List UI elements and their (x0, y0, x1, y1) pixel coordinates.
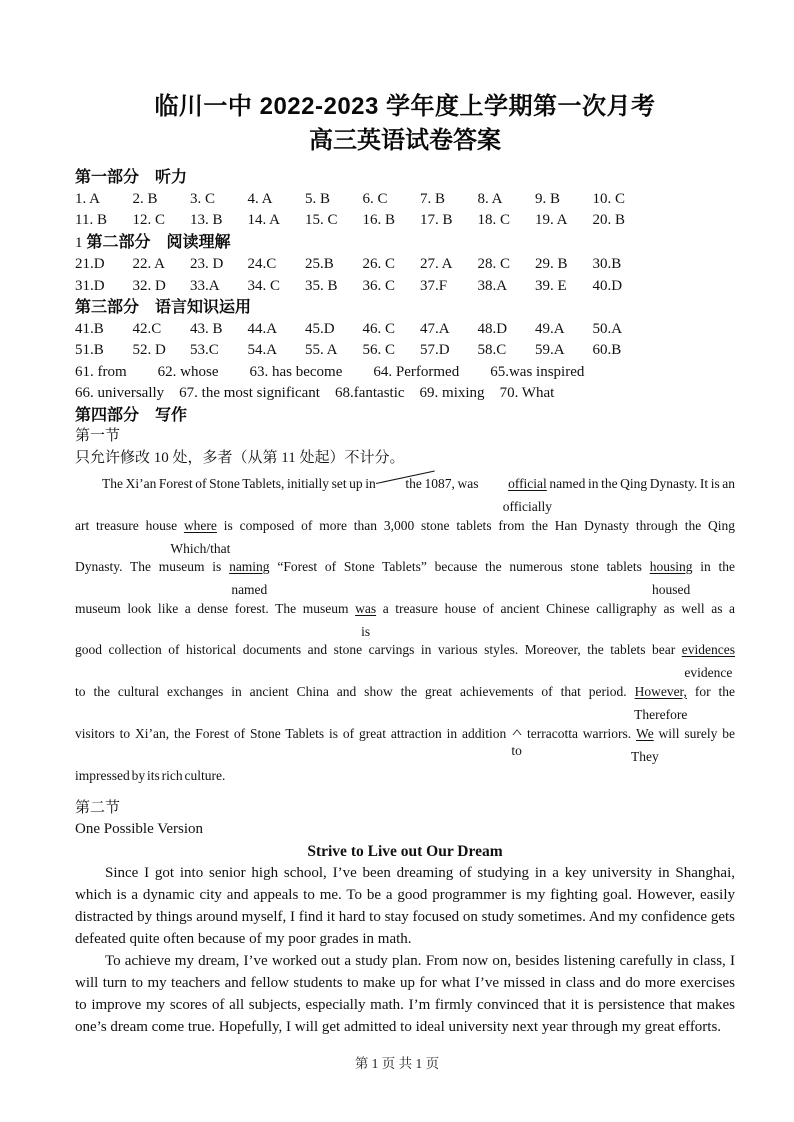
passage-line: impressed by its rich culture. (75, 767, 226, 783)
answer-item: 16. B (362, 212, 396, 228)
answer-item: 27. A (420, 256, 453, 272)
section2-label: 第二节 (75, 799, 121, 816)
section1-label: 第一节 (75, 428, 121, 444)
answer-item: 34. C (247, 277, 281, 294)
answer-item: 37.F (420, 277, 448, 294)
answer-item: 51.B (75, 342, 104, 358)
answer-item: 19. A (535, 212, 568, 228)
answer-item: 48.D (477, 320, 508, 337)
error-word: housing housed (650, 556, 693, 577)
answer-item: 52. D (132, 342, 166, 358)
answer-item: 70. What (499, 385, 555, 401)
answer-item: 60.B (592, 342, 622, 358)
answer-item: 38.A (477, 277, 508, 294)
answer-item: 7. B (420, 190, 446, 207)
answer-item: 1. A (75, 190, 101, 207)
answer-item: 11. B (75, 212, 107, 228)
passage-line: The Xi’an Forest of Stone Tablets, initially set up in the 1087, was official officially named in the Qing Dynasty. It is an (75, 473, 735, 494)
passage-line: Dynasty. The museum is naming named “Forest of Stone Tablets” because the numerous stone tablets housing housed in the (75, 556, 735, 577)
passage-line: good collection of historical documents and stone carvings in various styles. Moreover, the tablets bear evidences evidence (75, 639, 735, 660)
possible-version-label: One Possible Version (75, 821, 204, 837)
part2-answer-grid (75, 254, 735, 297)
answer-item: 68.fantastic (334, 385, 405, 401)
answer-item: 35. B (305, 277, 338, 294)
error-word: evidences evidence (682, 639, 735, 660)
answer-row (75, 383, 735, 405)
correction-word: They (630, 749, 659, 764)
answer-item: 21.D (75, 256, 105, 272)
answer-item: 2. B (132, 190, 158, 207)
answer-item: 61. from (75, 363, 127, 380)
answer-item: 58.C (477, 342, 507, 358)
answer-item: 3. C (190, 190, 216, 207)
answer-item: 66. universally (75, 385, 165, 401)
answer-item: 8. A (477, 190, 503, 207)
answer-item: 23. D (190, 256, 224, 272)
correction-word: housed (651, 582, 691, 597)
answer-item: 15. C (305, 212, 338, 228)
answer-item: 64. Performed (373, 363, 460, 380)
correction-rule-note: 只允许修改 10 处，多者（从第 11 处起）不计分。 (75, 449, 405, 466)
part2-header-text: 第二部分 阅读理解 (86, 233, 231, 251)
essay-title: Strive to Live out Our Dream (307, 842, 503, 860)
answer-item: 31.D (75, 277, 105, 294)
answer-item: 22. A (132, 256, 166, 272)
answer-item: 57.D (420, 342, 450, 358)
answer-item: 24.C (247, 256, 277, 272)
answer-item: 59.A (535, 342, 565, 358)
answer-row (75, 340, 735, 362)
exam-title-line2: 高三英语试卷答案 (309, 127, 501, 154)
error-correction-passage (75, 473, 735, 786)
answer-item: 25.B (305, 256, 334, 272)
passage-line: visitors to Xi’an, the Forest of Stone Tablets is of great attraction in addition ^ to terracotta warriors. We They will surely be (75, 722, 735, 744)
essay-paragraph-2: To achieve my dream, I’ve worked out a study plan. From now on, besides listening carefully in class, I will turn to my teachers and fellow students to make up for what I’ve missed in class and do more exercises to improve my scores of all subjects, especially math. I’m firmly convinced that it is persistence that makes one’s dream come true. Hopefully, I will get admitted to ideal university next year through my great efforts. (75, 953, 735, 1035)
correction-word: Therefore (634, 706, 688, 722)
answer-row (75, 362, 735, 384)
part2-header (75, 232, 735, 255)
answer-item: 5. B (305, 190, 331, 207)
part3-header: 第三部分 语言知识运用 (75, 299, 252, 316)
part2-stray-number: 1 (75, 234, 83, 251)
answer-item: 47.A (420, 320, 450, 337)
exam-title (75, 90, 735, 158)
answer-row (75, 276, 735, 298)
answer-item: 26. C (362, 256, 396, 272)
answer-item: 29. B (535, 256, 568, 272)
answer-row (75, 210, 735, 232)
answer-item: 42.C (132, 320, 162, 337)
answer-item: 30.B (592, 256, 622, 272)
answer-item: 14. A (247, 212, 281, 228)
error-word: official officially (481, 473, 547, 494)
answer-row (75, 254, 735, 276)
part3-answer-grid (75, 319, 735, 362)
correction-word: is (361, 623, 371, 639)
answer-item: 56. C (362, 342, 396, 358)
answer-item: 6. C (362, 190, 388, 207)
part1-answer-grid (75, 189, 735, 232)
answer-item: 4. A (247, 190, 273, 207)
passage-line: museum look like a dense forest. The museum was is a treasure house of ancient Chinese calligraphy as well as a (75, 598, 735, 619)
answer-item: 41.B (75, 320, 104, 337)
correction-word: evidence (684, 665, 733, 680)
insertion-point (511, 722, 522, 758)
answer-item: 65.was inspired (490, 363, 585, 380)
answer-item: 69. mixing (419, 385, 485, 401)
part4-header: 第四部分 写作 (75, 406, 188, 424)
answer-item: 67. the most significant (179, 385, 320, 401)
part1-header: 第一部分 听力 (75, 169, 188, 186)
caret-icon: ^ (511, 726, 522, 740)
answer-item: 40.D (592, 277, 623, 294)
answer-item: 10. C (592, 190, 626, 207)
answer-item: 28. C (477, 256, 511, 272)
answer-item: 62. whose (157, 363, 219, 380)
answer-item: 55. A (305, 342, 338, 358)
answer-item: 36. C (362, 277, 396, 294)
answer-item: 12. C (132, 212, 166, 228)
answer-item: 18. C (477, 212, 511, 228)
answer-item: 13. B (190, 212, 223, 228)
page-number-footer: 第 1 页 共 1 页 (354, 1056, 440, 1071)
error-word: where Which/that (184, 515, 217, 536)
correction-word: named (231, 582, 268, 597)
answer-item: 46. C (362, 320, 396, 337)
correction-word: to (511, 743, 522, 758)
answer-item: 43. B (190, 320, 223, 337)
answer-item: 63. has become (249, 363, 343, 380)
answer-item: 44.A (247, 320, 278, 337)
answer-item: 20. B (592, 212, 626, 228)
essay-paragraph-1: Since I got into senior high school, I’ve been dreaming of studying in a key university in Shanghai, which is a dynamic city and appeals to me. To be a good programmer is my fighting goal. However, easily distracted by things around myself, I find it hard to stay focused on study sometimes. And my confidence gets defeated quite often because of my poor grades in math. (75, 865, 735, 947)
error-word: was is (355, 598, 376, 619)
passage-line: art treasure house where Which/that is composed of more than 3,000 stone tablets from the Han Dynasty through the Qing (75, 515, 735, 536)
answer-item: 50.A (592, 320, 623, 337)
passage-line: to the cultural exchanges in ancient China and show the great achievements of that period. However, Therefore for the (75, 681, 735, 702)
correction-word: officially (502, 499, 553, 514)
answer-item: 54.A (247, 342, 278, 358)
answer-item: 9. B (535, 190, 561, 207)
error-word: naming named (229, 556, 270, 577)
error-word: However, Therefore (635, 681, 687, 702)
answer-item: 32. D (132, 277, 166, 294)
deleted-word: the (378, 473, 422, 494)
answer-row (75, 319, 735, 341)
answer-item: 39. E (535, 277, 567, 294)
error-word: We They (636, 723, 654, 744)
answers-content (75, 167, 735, 1038)
exam-title-line1: 临川一中 2022-2023 学年度上学期第一次月考 (154, 93, 656, 120)
answer-item: 17. B (420, 212, 453, 228)
answer-item: 53.C (190, 342, 219, 358)
answer-row (75, 189, 735, 211)
correction-word: Which/that (170, 540, 231, 556)
answer-item: 45.D (305, 320, 335, 337)
part3-word-answers (75, 362, 735, 405)
answer-item: 49.A (535, 320, 565, 337)
answer-item: 33.A (190, 277, 220, 294)
